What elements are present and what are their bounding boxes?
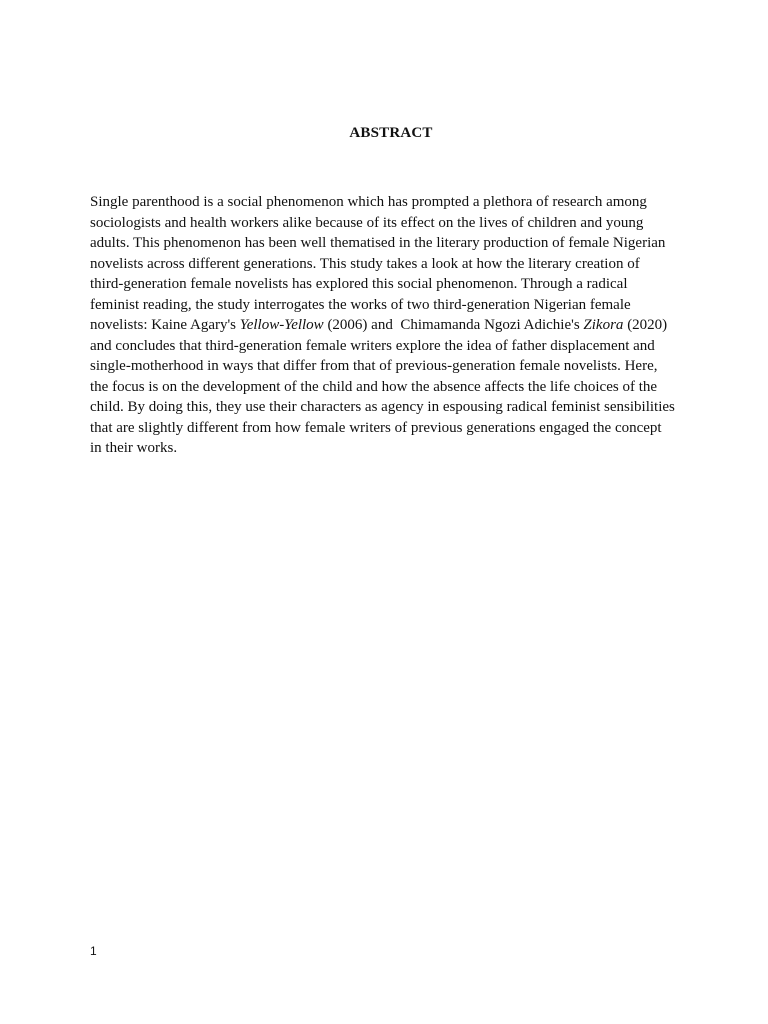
text-segment: (2020) (623, 317, 668, 333)
text-segment: novelists: Kaine Agary's (90, 317, 240, 333)
book-title-yellow-yellow: Yellow-Yellow (239, 317, 324, 333)
body-line: feminist reading, the study interrogates the works of two third-generation Nigerian female (90, 296, 631, 313)
page-number: 1 (90, 944, 97, 958)
body-line: and concludes that third-generation female writers explore the idea of father displacement and (90, 337, 655, 354)
body-line: novelists across different generations. This study takes a look at how the literary creation of (90, 255, 640, 272)
body-line: that are slightly different from how female writers of previous generations engaged the concept (90, 419, 662, 436)
body-line: third-generation female novelists has explored this social phenomenon. Through a radical (90, 276, 628, 292)
abstract-body (90, 192, 690, 459)
body-line-with-titles (90, 315, 690, 336)
body-line: child. By doing this, they use their characters as agency in espousing radical feminist sensibilities (90, 399, 675, 415)
body-line: the focus is on the development of the child and how the absence affects the life choices of the (90, 378, 658, 395)
body-line: Single parenthood is a social phenomenon which has prompted a plethora of research among (90, 194, 647, 210)
book-title-zikora: Zikora (583, 317, 624, 333)
body-line: single-motherhood in ways that differ from that of previous-generation female novelists. Here, (90, 358, 658, 374)
text-segment: (2006) and Chimamanda Ngozi Adichie's (323, 317, 584, 333)
body-line: adults. This phenomenon has been well thematised in the literary production of female Nigerian (90, 235, 666, 251)
abstract-heading: ABSTRACT (349, 125, 433, 141)
body-line: in their works. (90, 440, 178, 456)
body-line: sociologists and health workers alike because of its effect on the lives of children and young (90, 214, 644, 231)
